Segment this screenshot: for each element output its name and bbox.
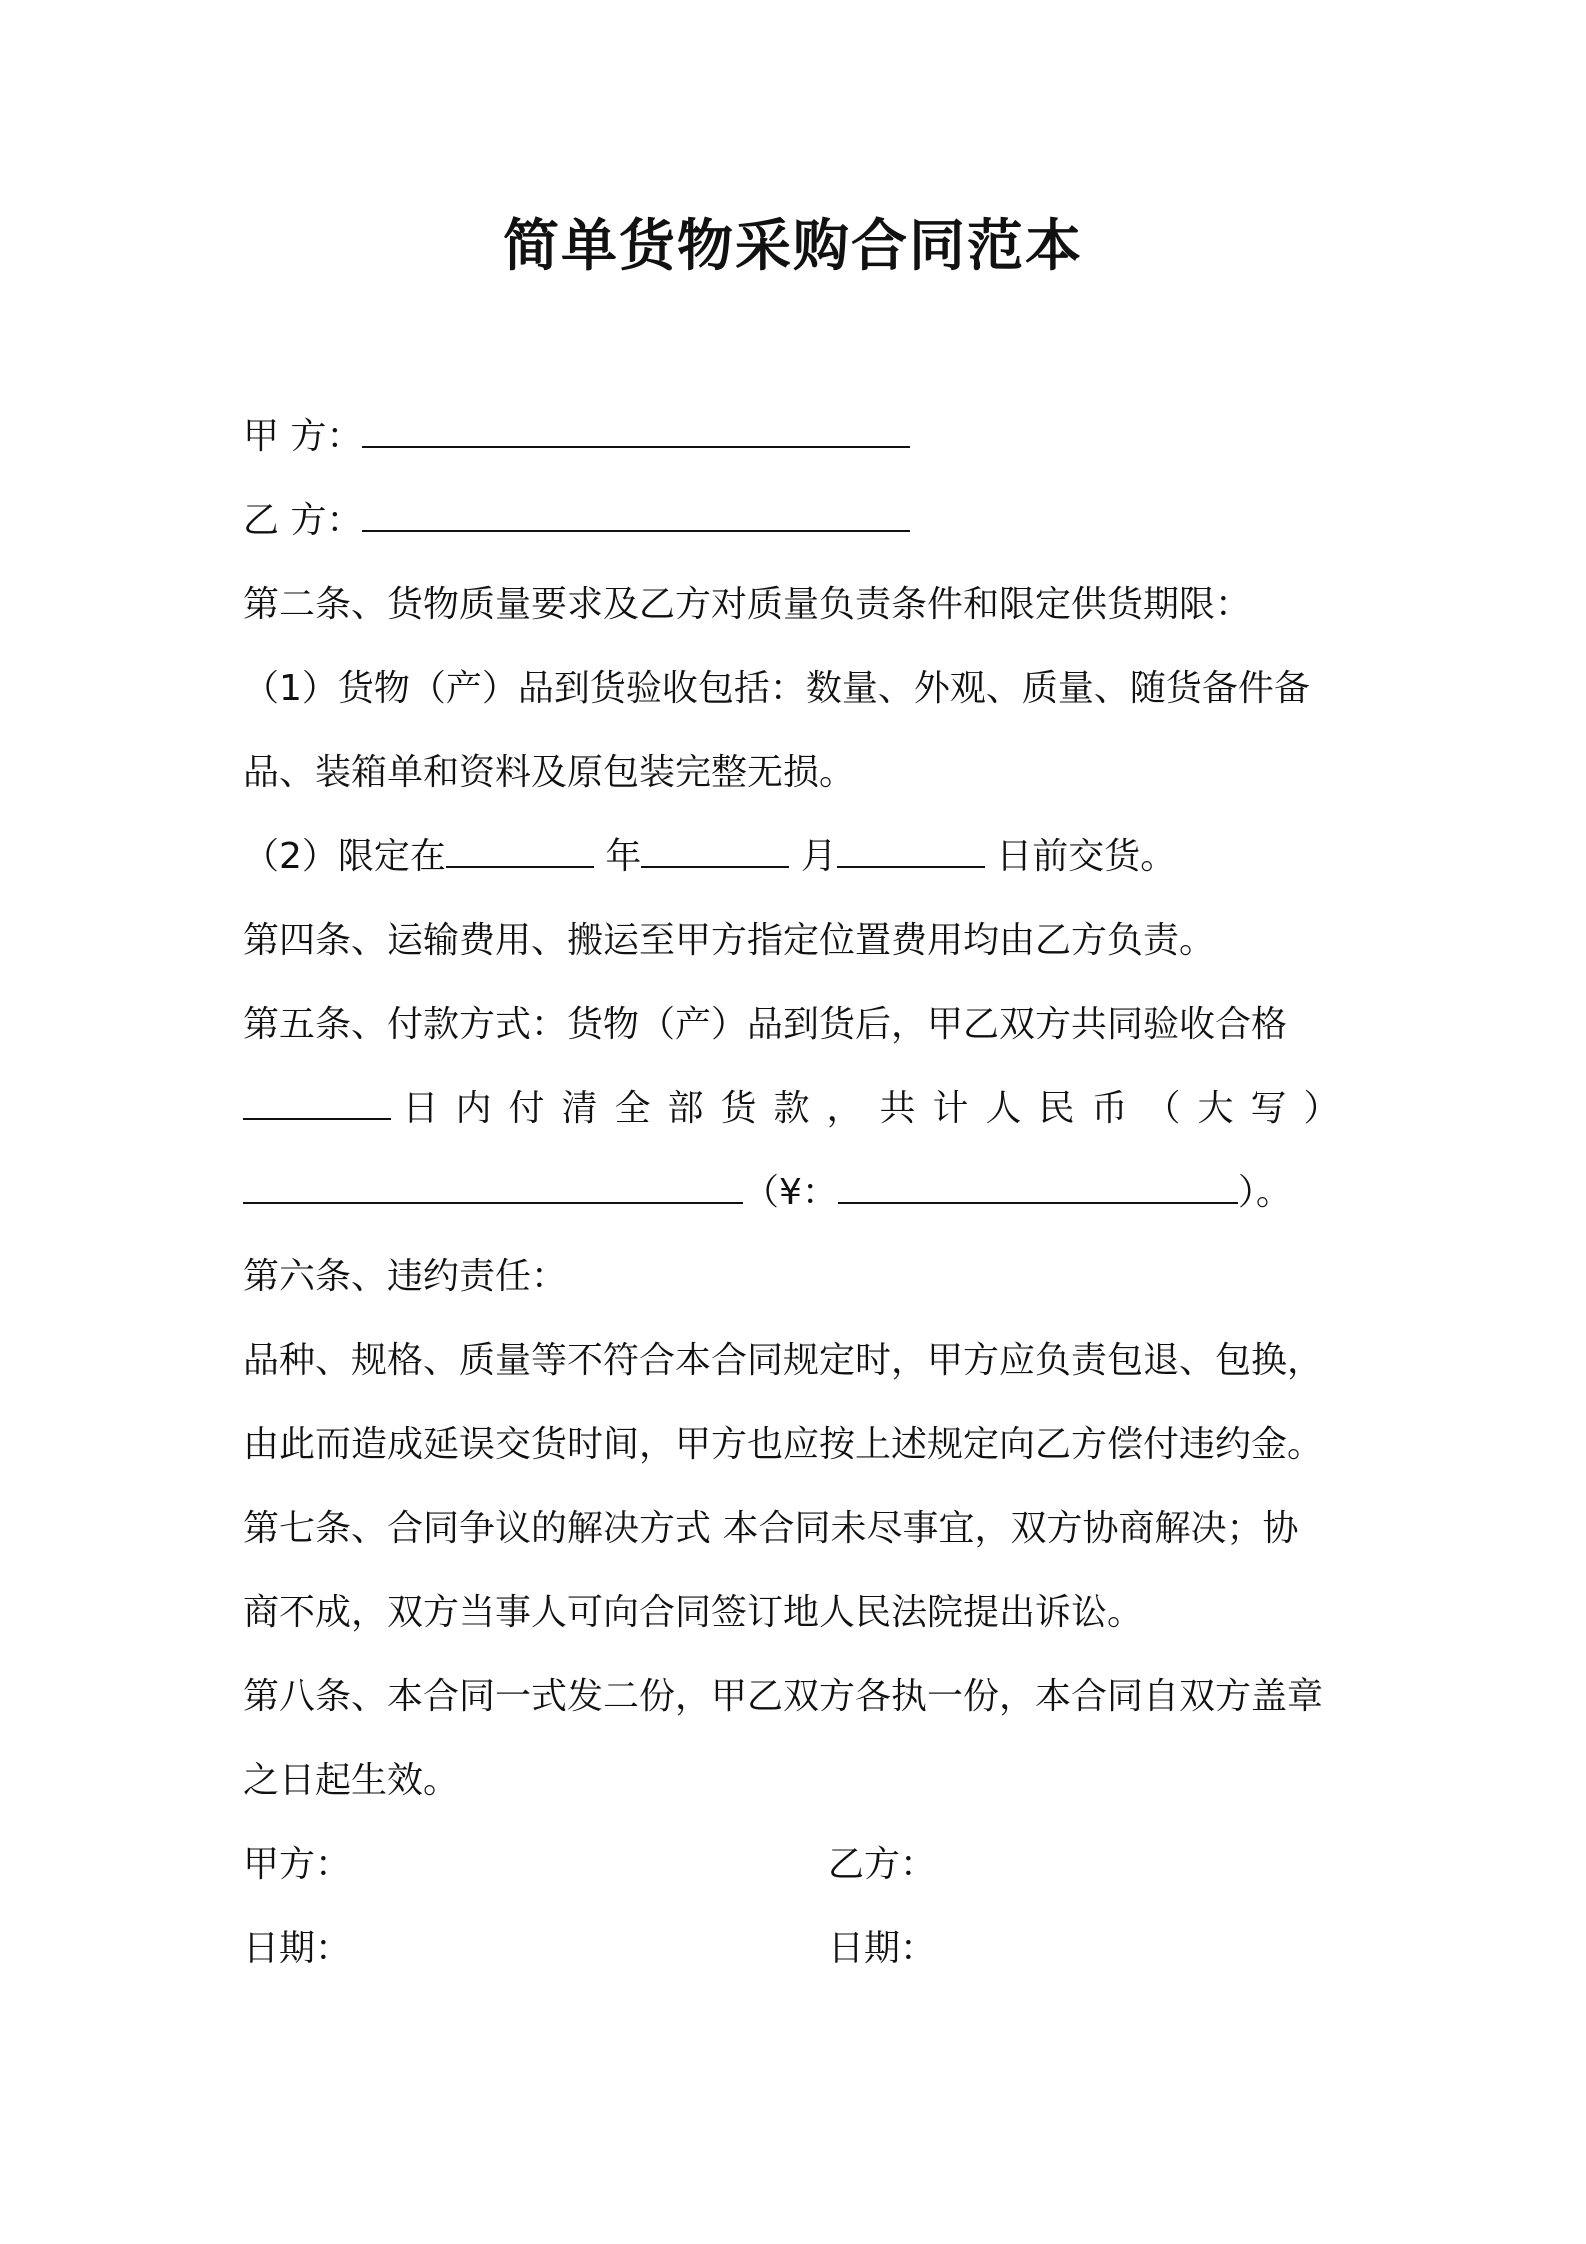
article2-item1-line1: （1）货物（产）品到货验收包括：数量、外观、质量、随货备件备 — [243, 668, 1310, 709]
deadline-month-blank[interactable] — [641, 832, 789, 868]
amount-uppercase-blank[interactable] — [243, 1168, 743, 1204]
article5-line3-mid: （¥： — [743, 1172, 838, 1213]
party-b-line — [243, 496, 910, 546]
article8-line1: 第八条、本合同一式发二份，甲乙双方各执一份，本合同自双方盖章 — [243, 1676, 1324, 1717]
article4: 第四条、运输费用、搬运至甲方指定位置费用均由乙方负责。 — [243, 920, 1216, 961]
article2-item2-day-suffix: 日前交货。 — [996, 836, 1177, 877]
party-a-blank[interactable] — [362, 412, 910, 448]
article7-line2: 商不成，双方当事人可向合同签订地人民法院提出诉讼。 — [243, 1592, 1144, 1633]
article2-item2-line — [243, 832, 1176, 882]
page-title: 简单货物采购合同范本 — [503, 214, 1083, 279]
article2-item2-prefix: （2）限定在 — [243, 836, 446, 877]
article5-line3 — [243, 1168, 1292, 1218]
article2-item1-line2: 品、装箱单和资料及原包装完整无损。 — [243, 752, 856, 793]
article2-heading: 第二条、货物质量要求及乙方对质量负责条件和限定供货期限： — [243, 584, 1252, 625]
article5-line1: 第五条、付款方式：货物（产）品到货后，甲乙双方共同验收合格 — [243, 1004, 1288, 1045]
deadline-day-blank[interactable] — [837, 832, 985, 868]
article2-item2-month: 月 — [800, 836, 837, 877]
payment-days-blank[interactable] — [243, 1084, 391, 1120]
party-a-line — [243, 412, 910, 462]
article5-line2 — [243, 1084, 1356, 1134]
article2-item2-year: 年 — [605, 836, 642, 877]
party-a-label: 甲 方： — [243, 416, 363, 457]
amount-number-blank[interactable] — [838, 1168, 1238, 1204]
sign-date-a: 日期： — [243, 1928, 352, 1969]
sign-party-b: 乙方： — [828, 1844, 937, 1885]
article6-line2: 由此而造成延误交货时间，甲方也应按上述规定向乙方偿付违约金。 — [243, 1424, 1324, 1465]
article6-heading: 第六条、违约责任： — [243, 1256, 568, 1297]
sign-party-a: 甲方： — [243, 1844, 352, 1885]
article5-line3-end: ）。 — [1237, 1172, 1292, 1213]
deadline-year-blank[interactable] — [446, 832, 594, 868]
sign-date-b: 日期： — [828, 1928, 937, 1969]
article7-line1: 第七条、合同争议的解决方式 本合同未尽事宜，双方协商解决；协 — [243, 1508, 1299, 1549]
party-b-label: 乙 方： — [243, 500, 363, 541]
party-b-blank[interactable] — [362, 496, 910, 532]
article8-line2: 之日起生效。 — [243, 1760, 460, 1801]
article6-line1: 品种、规格、质量等不符合本合同规定时，甲方应负责包退、包换， — [243, 1340, 1324, 1381]
article5-line2-text: 日内付清全部货款，共计人民币（大写） — [402, 1088, 1357, 1129]
